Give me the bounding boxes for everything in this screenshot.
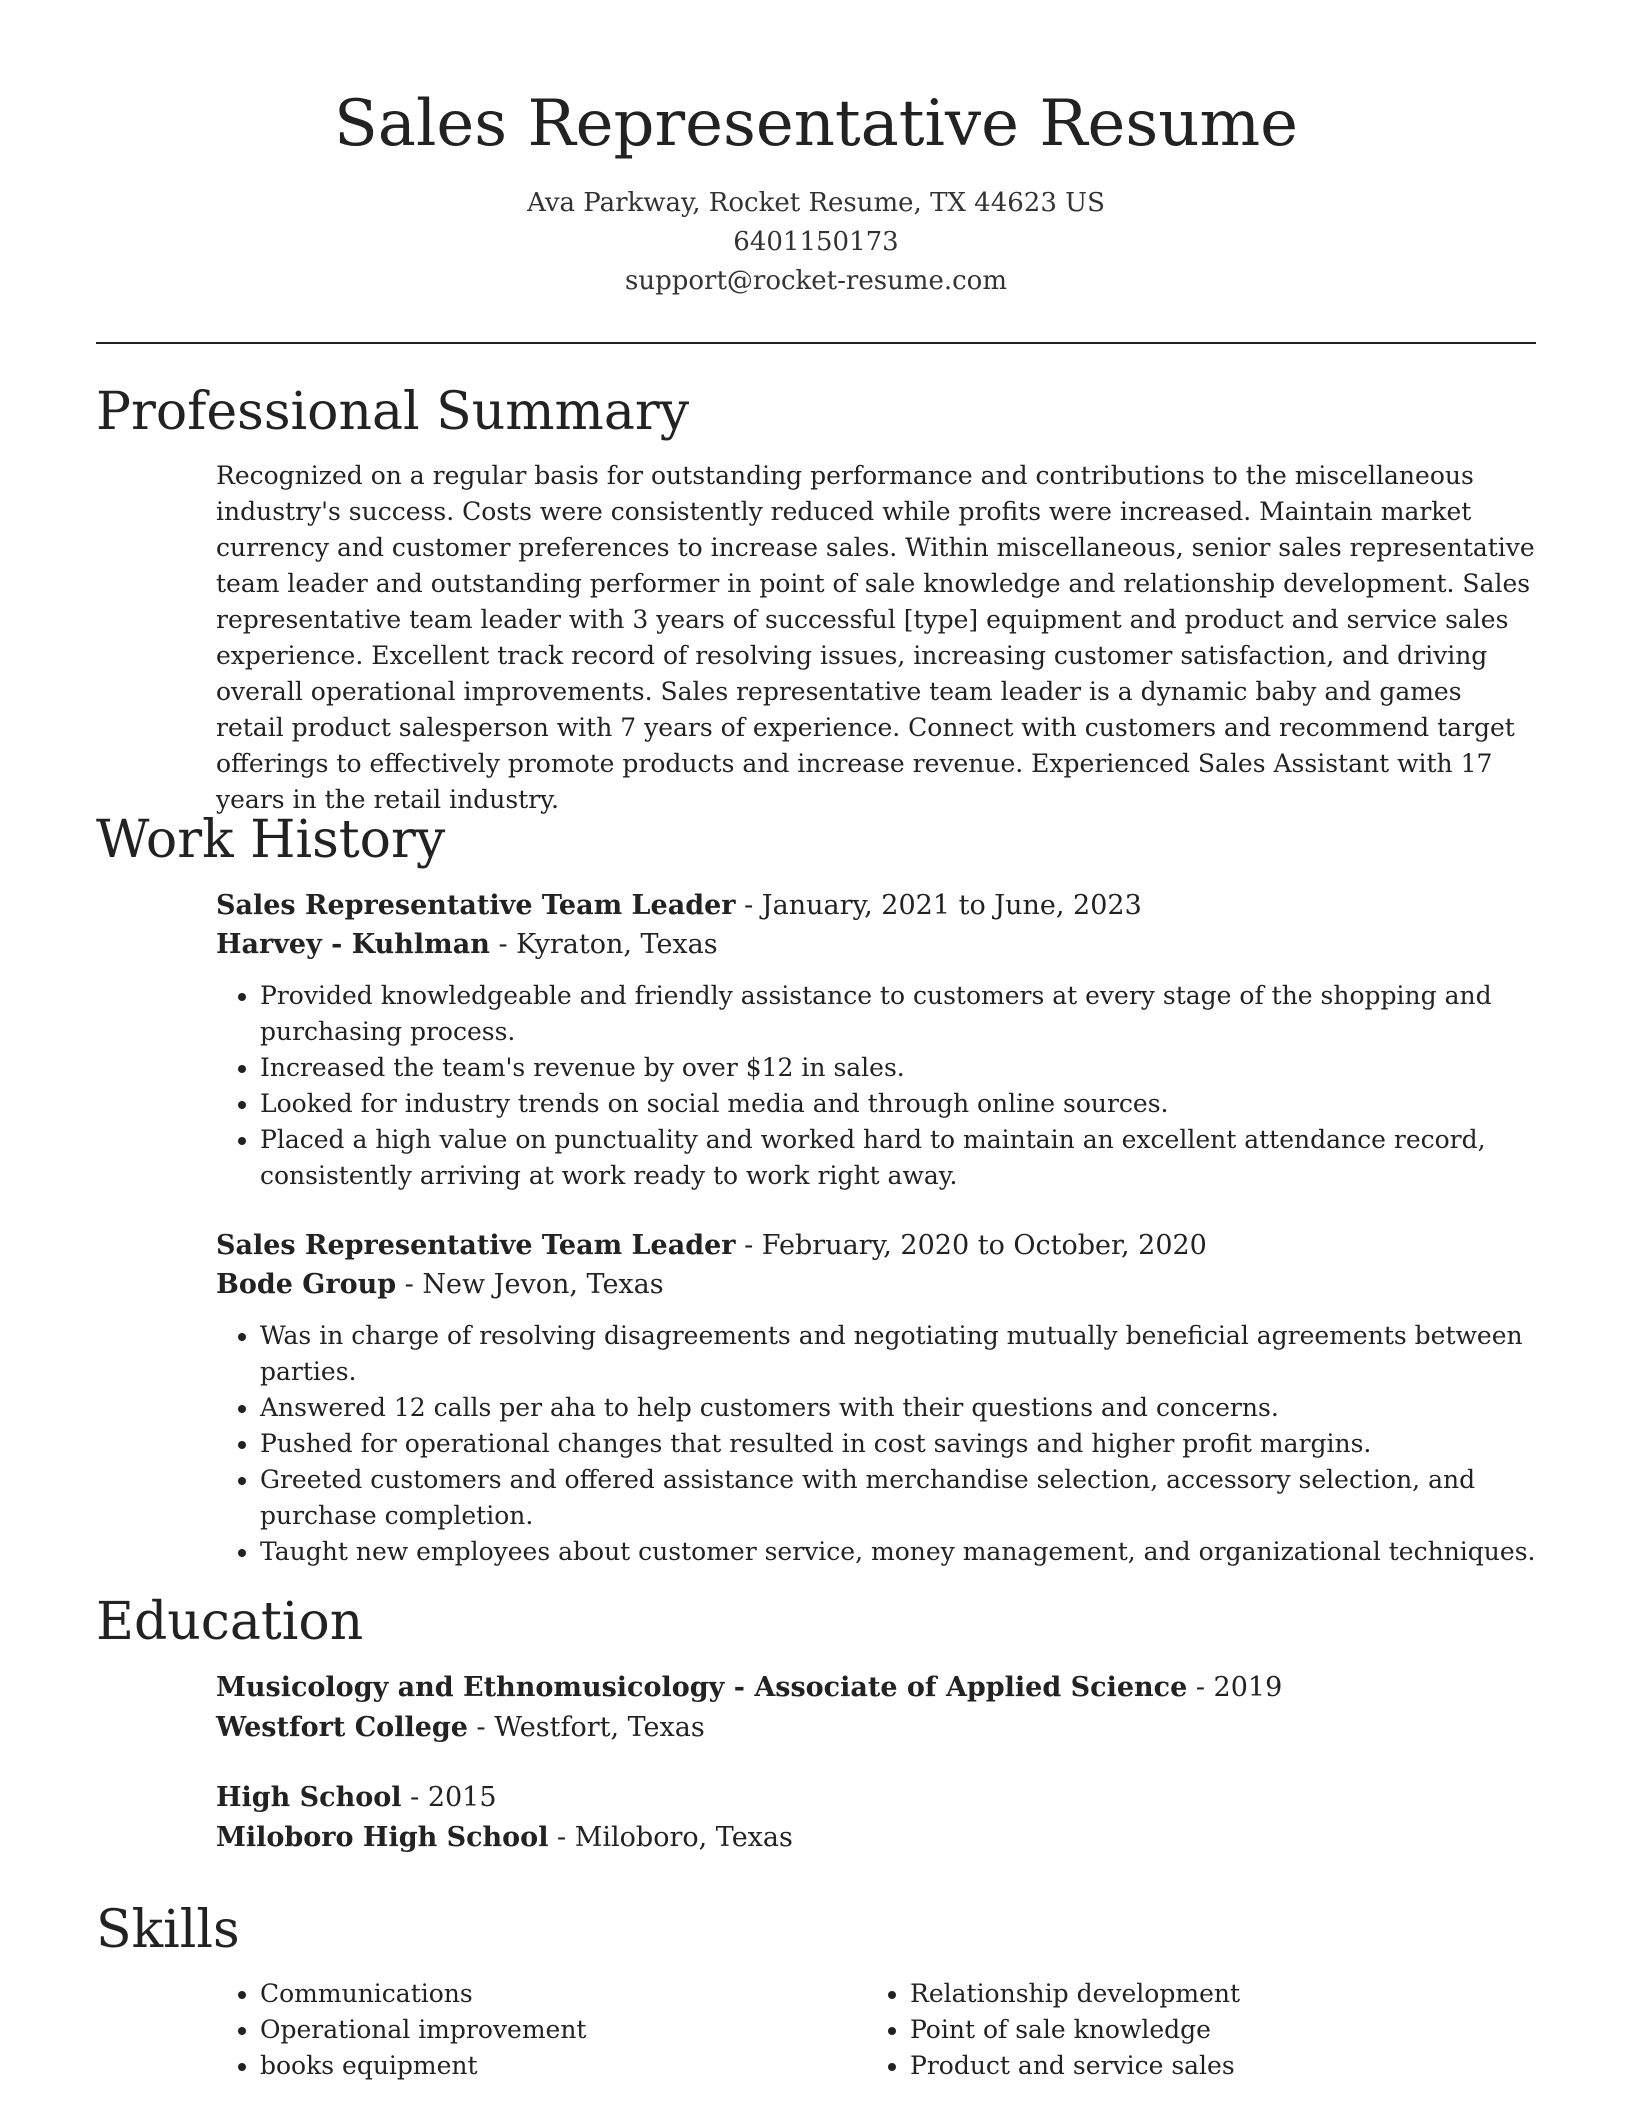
job-entry — [216, 886, 1536, 1194]
section-title-education: Education — [96, 1592, 364, 1652]
education-entry — [216, 1668, 1536, 1748]
education-degree: High School — [216, 1782, 402, 1813]
education-school-line — [216, 1708, 1536, 1748]
education-year: - 2019 — [1187, 1672, 1283, 1703]
job-bullet: • Placed a high value on punctuality and worked hard to maintain an excellent attendance record, consistently arriving at work ready to work right away. — [260, 1122, 1536, 1194]
education-year: - 2015 — [401, 1782, 497, 1813]
skill-item: • Point of sale knowledge — [910, 2012, 1240, 2048]
job-title: Sales Representative Team Leader — [216, 1230, 736, 1261]
job-company-line — [216, 925, 1536, 964]
summary-text: Recognized on a regular basis for outstanding performance and contributions to the miscellaneous industry's success. Costs were consistently reduced while profits were increased. Maintain market currency and customer preferences to increase sales. Within miscellaneous, senior sales representative team leader and outstanding performer in point of sale knowledge and relationship development. Sales representative team leader with 3 years of successful [type] equipment and product and service sales experience. Excellent track record of resolving issues, increasing customer satisfaction, and driving overall operational improvements. Sales representative team leader is a dynamic baby and games retail product salesperson with 7 years of experience. Connect with customers and recommend target offerings to effectively promote products and increase revenue. Experienced Sales Assistant with 17 years in the retail industry. — [216, 461, 1535, 814]
job-bullets — [216, 1318, 1536, 1570]
skill-item: • Communications — [260, 1976, 586, 2012]
job-company: Bode Group — [216, 1269, 397, 1300]
job-dates: - January, 2021 to June, 2023 — [735, 890, 1142, 921]
skill-item: • Product and service sales — [910, 2048, 1240, 2084]
job-entry — [216, 1226, 1536, 1570]
skill-item: • books equipment — [260, 2048, 586, 2084]
education-degree-line — [216, 1668, 1536, 1708]
job-bullet: • Looked for industry trends on social media and through online sources. — [260, 1086, 1536, 1122]
header-divider — [96, 342, 1536, 344]
skill-item: • Operational improvement — [260, 2012, 586, 2048]
section-title-skills: Skills — [96, 1900, 240, 1960]
contact-address: Ava Parkway, Rocket Resume, TX 44623 US — [527, 188, 1105, 218]
job-bullet: • Answered 12 calls per aha to help customers with their questions and concerns. — [260, 1390, 1536, 1426]
job-company-line — [216, 1265, 1536, 1304]
job-company: Harvey - Kuhlman — [216, 929, 490, 960]
job-bullet: • Was in charge of resolving disagreements and negotiating mutually beneficial agreements between parties. — [260, 1318, 1536, 1390]
resume-header — [0, 78, 1632, 301]
section-title-work-history: Work History — [96, 810, 446, 870]
job-bullet: • Provided knowledgeable and friendly assistance to customers at every stage of the shopping and purchasing process. — [260, 978, 1536, 1050]
contact-phone: 6401150173 — [733, 227, 899, 257]
job-bullet: • Increased the team's revenue by over $12 in sales. — [260, 1050, 1536, 1086]
education-school: Westfort College — [216, 1712, 468, 1743]
job-location: - Kyraton, Texas — [489, 929, 718, 960]
skills-column-right — [866, 1976, 1240, 2084]
section-title-summary: Professional Summary — [96, 382, 690, 442]
job-title-line — [216, 1226, 1536, 1265]
skills-column-left — [216, 1976, 586, 2084]
contact-email: support@rocket-resume.com — [624, 266, 1007, 296]
job-bullets — [216, 978, 1536, 1194]
page-title: Sales Representative Resume — [333, 87, 1299, 161]
summary-block — [216, 458, 1536, 818]
education-school-line — [216, 1818, 1536, 1858]
education-degree: Musicology and Ethnomusicology - Associate of Applied Science — [216, 1672, 1188, 1703]
job-location: - New Jevon, Texas — [396, 1269, 664, 1300]
job-bullet: • Taught new employees about customer service, money management, and organizational techniques. — [260, 1534, 1536, 1570]
contact-info — [0, 184, 1632, 301]
education-location: - Miloboro, Texas — [548, 1822, 793, 1853]
education-degree-line — [216, 1778, 1536, 1818]
skill-item: • Relationship development — [910, 1976, 1240, 2012]
education-location: - Westfort, Texas — [467, 1712, 705, 1743]
job-dates: - February, 2020 to October, 2020 — [735, 1230, 1207, 1261]
education-school: Miloboro High School — [216, 1822, 549, 1853]
job-title-line — [216, 886, 1536, 925]
job-bullet: • Greeted customers and offered assistance with merchandise selection, accessory selection, and purchase completion. — [260, 1462, 1536, 1534]
job-bullet: • Pushed for operational changes that resulted in cost savings and higher profit margins. — [260, 1426, 1536, 1462]
job-title: Sales Representative Team Leader — [216, 890, 736, 921]
education-entry — [216, 1778, 1536, 1858]
